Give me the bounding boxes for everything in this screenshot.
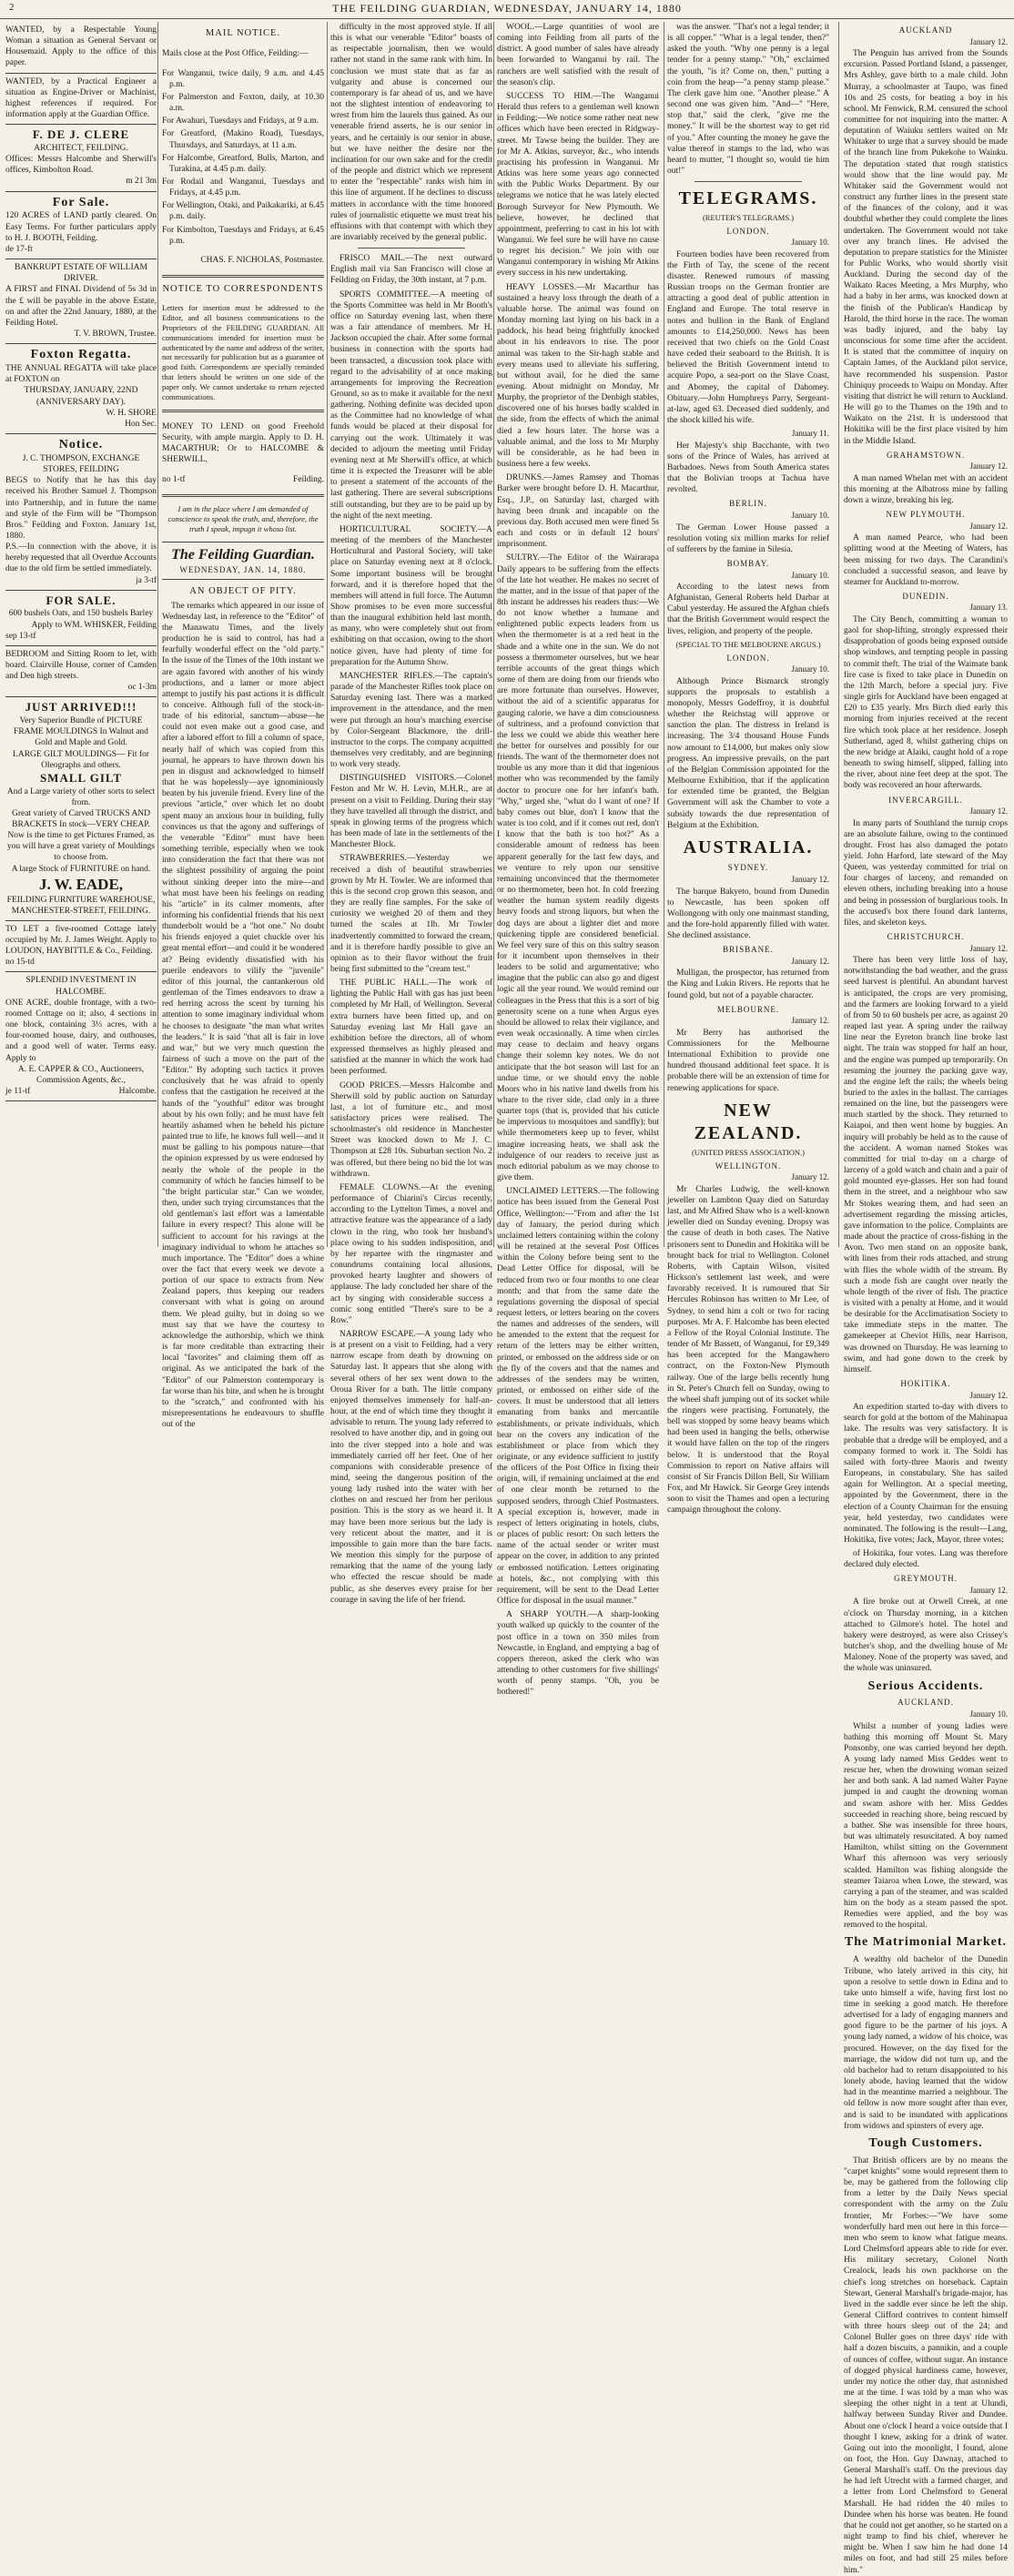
column-rule — [327, 22, 328, 1247]
ad-money-to-lend: MONEY TO LEND on good Freehold Security, with ample margin. Apply to D. H. MACARTHUR; Or to HALCOMBE & SHERWILL, — [162, 421, 324, 465]
mail-schedule: For Wanganui, twice daily, 9 a.m. and 4.45 p.m. For Palmerston and Foxton, daily, at 10.30 a.m. For Awahuri, Tuesdays and Fridays, at 9 a.m. For Greatford, (Makino Road), Tuesdays, Thursdays, and Saturdays, at 11 a.m. For Halcombe, Greatford, Bulls, Marton, and Turakina, at 4.45 p.m. daily. For Rodail and Wanganui, Tuesdays and Fridays, at 4.45 p.m. For Wellington, Otaki, and Paikakariki, at 6.45 p.m. daily. For Kimbolton, Tuesdays and Fridays, at 6.45 p.m. — [162, 68, 324, 246]
australia-heading: AUSTRALIA. — [683, 837, 814, 857]
matrimonial-market-heading: The Matrimonial Market. — [844, 1935, 1008, 1950]
ad-partnership-notice: Notice. J. C. THOMPSON, EXCHANGE STORES, FEILDING BEGS to Notify that he has this day received his Brother Samuel J. Thompson into Partnership, and in future the name and style of the Firm will be "Thompson Bros." Feilding and Foxton. January 1st, 1880. P.S.—In connection with the above, it is hereby requested that all Overdue Accounts due to the old firm be settled immediately. ja 3-tf — [5, 434, 157, 591]
ad-cottage-to-let: TO LET a five-roomed Cottage lately occupied by Mr. J. James Weight. Apply to LOUDON, HAYBITTLE & Co., Feilding. no 15-td — [5, 921, 157, 973]
ad-bedroom: BEDROOM and Sitting Room to let, with board. Clairville House, corner of Camden and Den high streets. oc 1-3m — [5, 646, 157, 698]
ad-bankrupt-estate: BANKRUPT ESTATE OF WILLIAM DRIVER. A FIRST and FINAL Dividend of 5s 3d in the £ will be payable in the above Estate, on and after the 22nd January, 1880, at the Feilding Hotel. T. V. BROWN, Trustee. — [5, 259, 157, 344]
column-local-news-cont: WOOL.—Large quantities of wool are coming into Feilding from all parts of the district. A good number of sales have already been forwarded to Wanganui by rail. The ranchers are well satisfied with the result of the season's clip. SUCCESS TO HIM.—The Wanganui Herald thus refers to a gentleman well known in Feilding:—We notice some rather neat new offices which have been erected in Ridgway-street. Mr Tawse being the builder. They are for Mr A. Atkins, surveyor, &c., who intends practising his profession in Wanganui. Mr Atkins was here some years ago connected with the Public Works Department. By our telegrams we notice that he was lately elected Borough Surveyor for New Plymouth. We believe, however, he declined that appointment, preferring to cast in his lot with Wanganui. We feel sure he will have no cause to regret his decision." We join with our Wanganui contemporary in wishing Mr Atkins every success in his new undertaking. HEAVY LOSSES.—Mr Macarthur has sustained a heavy loss through the death of a valuable horse. The animal was found on Monday morning last lying on his back in a paddock, his head being frightfully knocked about in his endeavors to rise. The poor animal was taken to the Sir-hagh stable and every means used to alleviate his suffering, but without avail, for he died the same evening. About midnight on Monday, Mr Murphy, the proprietor of the Denbigh stables, discovered one of his horses badly scalded in the side, from the effects of which the animal died a few hours later. The horse was a valuable animal, and the loss to Mr Murphy will be considerable, as he had been in business here a few weeks. DRUNKS.—James Ramsey and Thomas Barker were brought before D. H. Macarthur, Esq., J.P., on Saturday last, charged with having been drunk and incapable on the previous day. Both accused men were fined 5s each and costs or in default 12 hours' imprisonment. SULTRY.—The Editor of the Wairarapa Daily appears to be suffering from the effects of the late hot weather. He makes no secret of the matter, and in the issue of that paper of the 8th instant he addresses his readers thus:—We do not know whether a humane and enlightened public expects leaders from us when the thermometer is at a red heat in the shade and a white one in the sun. We do not possess a thermometer ourselves, but we hear terrible accounts of the great things which some of them are doing from our friends who are more fortunate than ourselves. However, without the aid of a scientific apparatus for gauging calorie, we have a dim consciousness of sultriness, and a profound conviction that the less we could we abide this weather here the better for ourselves and possibly for our friends. The want of the thermometer does not trouble us any more than it did that ingenious mother who was recommended by the family doctor to procure one for her infant's bath. "Why," urged she, "what do I want of one? If baby comes out blue, don't I know that the water is too cold, and if it comes out red, don't I know that the bath is too hot?" As a considerable amount of redness has been apparent generally for the last few days, and we venture to rely upon our sensitive remaining unconvinced that the thermometer or no thermometer, been hot. In cold freezing weather the human system readily digests heavy foods and strong liquors, but when the dog days are about a lighter diet and more quickening tipple are considered beneficial. We feel very sure of this on this sultry season for it incumbent upon themselves in their leaders to be solid and argumentative; who imagine that the public can also go and digest logic all the year round. We would remind our colleagues in the Press that this is a sort of big generosity scene on a tune when Argus eyes should be allowed to relax their vigilance, and even weak occasionally. A time when circles may cease to declaim and heavy organs change their solemn key notes. We do not anticipate that the hot season will last for an undue time, or we should envy the noble Moors who in his native land dwells from his whare to the river side, clad only in a three quarter tops (that is, provided that his cuticle be impervious to mosquitoes and sandfly); but while thermometers keep up to fever, whilst imagine increasing heats, we shall ask the indulgence of our readers to receive just as much editorial pabulum as we may choose to give them. UNCLAIMED LETTERS.—The following notice has been issued from the General Post Office, Wellington:—"From and after the 1st day of January, the period during which unclaimed letters containing within the colony will be retained at the several Post Offices within the Colony before being sent to the Dead Letter Office for disposal, will be reduced from two or four months to one clear month; and that from the same date the regulations governing the disposal of special request letters, or letters bearing on the covers the names and addresses of the senders, will be amended to the extent that the request for return of the letters may be either written, printed, or embossed on the address side or on the fly of the covers and that the names and addresses of the senders may be written, printed, or embossed on either side of the covers. It must be understood that all letters emanating from banks and mercantile establishments, or private individuals, which bear on the covers any indication of the establishment or place from which they originate, or any evidence sufficient to justify the officers of the Post Office in fixing their origin, will, if remaining unclaimed at the end of one clear month be returned to the supposed senders, through Chief Postmasters. A special exception is, however, made in respect of letters originating in hotels, clubs, or places of public resort: On such letters the name of the actual sender or writer must appear on the cover, in addition to any printed or embossed notification. Letters originating at hotels, &c., not complying with this requirement, will be sent to the Dead Letter Office for disposal in the usual manner." A SHARP YOUTH.—A sharp-looking youth walked up quickly to the counter of the post office in a town on 350 miles from Newcastle, in England, and emptying a bag of coppers thereon, asked the clerk who was attending to other customers for five shillings' worth of penny stamps. "Oh, you be bothered!" — [497, 23, 659, 1698]
ad-foxton-regatta: Foxton Regatta. THE ANNUAL REGATTA will take place at FOXTON on THURSDAY, JANUARY, 22ND (ANNIVERSARY DAY). W. H. SHORE Hon Sec. — [5, 344, 157, 434]
ad-architect: F. DE J. CLERE ARCHITECT, FEILDING. Offices: Messrs Halcombe and Sherwill's offices, Kimbolton Road. m 21 3m — [5, 125, 157, 191]
column-rule — [838, 22, 839, 1247]
motto: I am in the place where I am demanded of conscience to speak the truth, and, therefore, the truth I speak, impugn it whoso list. — [167, 504, 319, 533]
masthead-title: THE FEILDING GUARDIAN, WEDNESDAY, JANUARY 14, 1880 — [332, 2, 682, 15]
ad-wanted-servant: WANTED, by a Respectable Young Woman a situation as General Servant or Housemaid. Apply to the office of this paper. — [5, 22, 157, 74]
editorial-title-block — [162, 542, 324, 580]
column-provincial: AUCKLAND January 12. The Penguin has arrived from the Sounds excursion. Passed Portland Island, a passenger, Mrs Ashley, gave birth to a male child. John Murray, a schoolmaster at Taupo, was fined 10s and 25 costs, for beating a boy in his school. Mr Fenwick, R.M. censured the school committee for not inquiring into the matter. A deputation of Waiuku settlers waited on Mr Whitaker to urge that a survey should be made of the branch line from Pukekohe to Waiuku. The deputation stated that rough statistics would show that the line would pay. Mr Whitaker said the Government would not construct any further lines in the present state of the finances of the colony, and it was doubtful whether they could complete the lines undertaken. The Government would not take over any branch lines. He advised the deputation to prepare statistics for the Minister for Public Works, who would shortly visit Auckland. During the second day of the Waikato Races Meeting, a Mrs Murphy, who had a baby in her arms, was knocked down at the finish of the Publican's Handicap by Harold, the third horse in the race. The woman was badly injured, and the baby lay unconscious for some time after the accident. It is stated that the committee of inquiry on Captain James, of the Auckland pilot service, have recommended his suspension. Pastor Chiniquy proceeds to Waipu on Monday. After visiting that district he will return to Auckland. He will go to the Thames on the 19th and to Waikato on the 21st. It is understood that Hokitika will be the first place visited by him in the Middle Island. GRAHAMSTOWN. January 12. A man named Whelan met with an accident this morning at the Albatross mine by falling down a winze, breaking his leg. NEW PLYMOUTH. January 12. A man named Pearce, who had been splitting wood at the Meeting of Waters, has been missing for two days. The Carandini's concluded a successful season, and leave by steamer for Auckland to-morrow. DUNEDIN. January 13. The City Bench, committing a woman to gaol for shop-lifting, strongly expressed their disapprobation of goods being exposed outside shop windows, and tempting people in passing to commit theft. The trial of the Waimate bank fire case is fixed to take place in Dunedin on the 12th March, before a special jury. Five single girls for Auckland have been engaged at £20 to £35 yearly. Mrs Birch died early this morning from injuries received at the recent fire which took place at her residence. Joseph Sutherland, aged 8, whilst gathering chips on the new bridge at Alaiki, caught hold of a rope beneath to swing himself, slipped, falling into the river, about nine feet deep at the spot. The body was recovered an hour afterwards. INVERCARGILL. January 12. In many parts of Southland the turnip crops are an absolute failure, owing to the continued drought. Frost has also damaged the potato yield. John Harford, late steward of the May Queen, was yesterday committed for trial on four charges of larceny, and remanded on eleven others, including breaking into a house and being in possession of burglarious tools. In the accused's box there found dark lanterns, files, and skeleton keys. CHRISTCHURCH. January 12. There has been very little loss of hay, notwithstanding the bad weather, and the grass seed harvest is plentiful. An abundant harvest is anticipated, the crops are very promising, and the farmers are looking forward to a yield of from 50 to 60 bushels per acre, as against 20 reaped last year. A spring under the railway line near the Eyreton branch line broke last night. The train was stopped for half an hour, and the engine was pumped up temporarily. On resuming the journey the packing gave way, and the engine left the rails; the wheels being buried to the axles in the ballast. The carriages remained on the line, but the passengers were much startled by the shock. They returned to Kaiapoi, and then went home by buggies. An inquiry will probably be held as to the cause of the accident. A woman named Stokes was committed for trial to-day on a charge of larceny of a gold watch and chain and a pair of gold mounted eye-glasses. Her son had found them in the street, and a neighbour who saw Mr Stokes wearing them, and had seen an advertisement regarding the missing articles, gave information to the police. Complaints are made about the practice of cross-fishing in the Avon. Two men stand on an opposite bank, with lines from their rods attached, and strung with flies the whole width of the stream. By such a mode fish are caught over nearly the whole length of the river of fish. The practice is visited with a penalty at Home, and it would be desirable for the Acclimatisation Society to take immediate steps in the matter. The gamekeeper at Cheviot Hills, near Harrison, was drowned on Thursday. He was learning to swim, and had gone down to the creek by himself. HOKITIKA. January 12. An expedition started to-day with divers to search for gold at the bottom of the Mahinapua lake. The results was very satisfactory. It is probable that a dredge will be employed, and a company formed to work it. The Soldi has sailed with forty-three Maoris and twenty Europeans, in constabulary. She has sailed again for Wellington. At a special meeting, appointed by the Government, there in the election of a County Chairman for the ensuing year, held yesterday, two candidates were nominated. The following is the result—Lang, Hokitika, five votes; Jack, Mayor, three votes; of Hokitika, four votes. Lang was therefore declared duly elected. GREYMOUTH. January 12. A fire broke out at Orwell Creek, at one o'clock on Thursday morning, in a kitchen attached to Gilmore's hotel. The hotel and bakery were destroyed, as were also Crissey's butcher's shop, and the dwelling house of Mr Maloney. None of the property was saved, and the whole was uninsured. Serious Accidents. AUCKLAND. January 10. Whilst a number of young ladies were bathing this morning off Mount St. Mary Ponsonby, one was carried beyond her depth. A young lady named Miss Geddes went to rescue her, when the drowning woman seized her and both sank. A lad named Walter Payne jumped in and caught the drowning woman and swam ashore with her. Miss Geddes succeeded in reaching shore, being rescued by a bather. She was insensible for three hours, but was ultimately resuscitated. A boy named Hamilton, whilst sitting on the Government Wharf this afternoon was very seriously scalded. Hamilton was fishing alongside the steamer Taiaroa when Lowe, the steward, was carrying a pan of the steamer, and was scalded him on the body as a steam passed the spot. Remedies were applied, and the boy was removed to the hospital. The Matrimonial Market. A wealthy old bachelor of the Dunedin Tribune, who lately arrived in this city, hit upon a resolve to settle down in Edina and to take unto himself a wife, having first lost no time in seeking a good match. He therefore advertised for a lady of engaging manners and good figure to be the partner of his joys. A young lady named, a widow of his choice, was procured. However, on the day fixed for the marriage, the widow did not turn up, and the old bachelor had to return disappointed to his lonely abode, having learned that the widow had in the meantime married a neighbour. The old fellow is now more sought after than ever, and is said to be inundated with applications from widows and spinsters of every age. Tough Customers. That British officers are by no means the "carpet knights" some would represent them to be, may be gathered from the following clip from a letter by the Daily News special correspondent with the army on the Zulu frontier, Mr Forbes:—"We have some wonderfully hard men out here in this force—men who seem to know what fatigue means. Lord Chelmsford appears able to ride for ever. His military secretary, Colonel North Crealock, leads his own packhorse on the chief's long stretches on horseback. Captain Stewart, General Marshall's brigade-major, has lived in the saddle ever since he left the ship. General Clifford contrives to content himself with three hours sleep out of the 24; and Colonel Buller goes on three days' ride with half a dozen biscuits, a pannikin, and a couple of ounces of coffee, without sugar. An instance of dogged physical hardiness came, however, under my notice the other day, that astonished me at the time. I was told by a man who was sleeping the other night in a tent at Ulundi, halfway between Sunday River and Dundee. About one o'clock I heard a voice outside that I thought I knew, asking for a drink of water. Going out into the moonlight, I found, alone on foot, the Hon. Guy Dawnay, attached to General Marshall's staff. On the previous day he had left Utrecht with a farmed charger, and a letter from Lord Chelmsford to General Marshall. He had ridden the 40 miles to Dundee when his horse was beaten. He found that he could not get another, so he started on a night tramp to find his chief, wherever he might be. When I saw him he had done 14 miles on foot, and had still 25 miles before him." — [844, 25, 1008, 2575]
column-notices-editorial: MAIL NOTICE. Mails close at the Post Office, Feilding:— For Wanganui, twice daily, 9 a.m. and 4.45 p.m. For Palmerston and Foxton, daily, at 10.30 a.m. For Awahuri, Tuesdays and Fridays, at 9 a.m. For Greatford, (Makino Road), Tuesdays, Thursdays, and Saturdays, at 11 a.m. For Halcombe, Greatford, Bulls, Marton, and Turakina, at 4.45 p.m. daily. For Rodail and Wanganui, Tuesdays and Fridays, at 4.45 p.m. For Wellington, Otaki, and Paikakariki, at 6.45 p.m. daily. For Kimbolton, Tuesdays and Fridays, at 6.45 p.m. CHAS. F. NICHOLAS, Postmaster. NOTICE TO CORRESPONDENTS Letters for insertion must be addressed to the Editor, and all business communications to the Proprietors of the FEILDING GUARDIAN. All communications intended for insertion must be authenticated by the name and address of the writer, not necessarily for publication but as a guarantee of good faith. Correspondents are specially reminded that letters should be written on one side of the paper only. We cannot undertake to return rejected communications. MONEY TO LEND on good Freehold Security, with ample margin. Apply to D. H. MACARTHUR; Or to HALCOMBE & SHERWILL, no 1-tf Feilding. I am in the place where I am demanded of conscience to speak the truth, and, therefore, the truth I speak, impugn it whoso list. The Feilding Guardian. WEDNESDAY, JAN. 14, 1880. AN OBJECT OF PITY. The remarks which appeared in our issue of Wednesday last, in reference to the "Editor" of the Manawatu Times, and the lively production he is said to control, has had a fearfully wonderful effect on the "old party." In the issue of the Times of the 10th instant we are again favored with another of his windy productions, and a lamer or more abject attempt to justify his past actions it is difficult to conceive. Although full of the stock-in-trade of his editorial, sanctum—abuse—he could not even make out a good case, and after a labored effort to fill a column of space, nearly half of which was copied from this journal, he appears to have thrown down his pen in disgust and acknowledged to himself that he was hopelessly—aye ignominiously beaten by his juvenile friend. Every line of the previous "article," over which let no doubt spent many an anxious hour in building, fully convinces us that the agony and sufferings of the venerable "Editor" must have been something terrible, especially when we took into consideration the fact that there was not the slightest possibility of arguing the point without sinking deeper into the mire—and what must have been his feelings on reading his "article" in its calmer moments, after informing his confidential friends that his next thunderbolt would be a "hot one." No doubt his friends enjoyed a quiet chuckle over his great mental effort—and could it be wondered at? Being evidently dissatisfied with his puerile endeavors to vilify the "juvenile" editor of this journal, the cantankerous old gentleman of the Times endeavors to draw a red herring across the scent by turning his attention to some imaginary individual whom he chooses to designate "the man what writes the leaders." It is said "that all is fair in love and war," but we very much question the fairness of such a move on the part of the "Editor." By adopting such tactics it proves conclusively that he was afraid to openly confess that the castigation he received at the hands of the "youthful" editor was brought about by his own folly; and he must have felt heartily ashamed when he beheld his picture painted true to life, he knows full well—and it must be galling to his pompous nature—that the opinion expressed by us were endorsed by nearly the whole of the people in the community of which he fancies himself to be "the bright particular star." Can we wonder, then, under such trying circumstances that the old gentleman's last effort was a lamentable failure in every respect? This alone will be sufficient to account for his ravings at the imaginary individual to whom he attaches so much importance. The "Editor" does a whine over the fact that every week we devote a portion of our space to extracts from New Zealand papers, thus keeping our readers conversant with what is going on around them. We plead guilty, but in doing so we must say that we have the courtesy to acknowledge the authorship, which we think is far more creditable than extracting their local "favorites" and claiming them off as original. As we anticipated the bark of the "Editor" of our Palmerston contemporary is far worse than his bite, and when he is brought to the "scratch," and confronted with his misrepresentations he endeavours to shuffle out of the — [162, 28, 324, 1430]
column-advertisements — [5, 22, 157, 1247]
tough-customers-heading: Tough Customers. — [868, 2135, 983, 2150]
ad-picture-frames: JUST ARRIVED!!! Very Superior Bundle of PICTURE FRAME MOULDINGS In Walnut and Gold and Maple and Gold. LARGE GILT MOULDINGS— Fit for Oleographs and others. SMALL GILT And a Large variety of other sorts to select from. Great variety of Carved TRUCKS AND BRACKETS In stock—VERY CHEAP. Now is the time to get Pictures Framed, as you will have a great variety of Mouldings to choose from. A large Stock of FURNITURE on hand. J. W. EADE, FEILDING FURNITURE WAREHOUSE, MANCHESTER-STREET, FEILDING. — [5, 697, 157, 920]
ad-for-sale-land: For Sale. 120 ACRES of LAND partly cleared. On Easy Terms. For further particulars apply to H. J. BOOTH, Feilding. de 17-ft — [5, 192, 157, 260]
ad-investment-halcombe: SPLENDID INVESTMENT IN HALCOMBE. ONE ACRE, double frontage, with a two-roomed Cottage on it; also, 4 sections in one block, containing 3⅓ acres, with a four-roomed house, dairy, and outhouses, and a good well of water. Terms easy. Apply to A. E. CAPPER & CO., Auctioneers, Commission Agents, &c., je 11-tf Halcombe. — [5, 972, 157, 1101]
ad-for-sale-oats: FOR SALE. 600 bushels Oats, and 150 bushels Barley Apply to WM. WHISKER, Feilding sep 13-tf — [5, 591, 157, 646]
column-rule — [493, 22, 494, 1247]
mail-notice-heading: MAIL NOTICE. — [205, 28, 281, 38]
leader-text: The remarks which appeared in our issue of Wednesday last, in reference to the "Editor" of the Manawatu Times, and the lively production he is said to control, has had a fearfully wonderful effect on the "old party." In the issue of the Times of the 10th instant we are again favored with another of his windy productions, and a lamer or more abject attempt to justify his past actions it is difficult to conceive. Although full of the stock-in-trade of his editorial, sanctum—abuse—he could not even make out a good case, and after a labored effort to fill a column of space, nearly half of which was copied from this journal, he appears to have thrown down his pen in disgust and acknowledged to himself that he was hopelessly—aye ignominiously beaten by his juvenile friend. Every line of the previous "article," over which let no doubt spent many an anxious hour in building, fully convinces us that the agony and sufferings of the venerable "Editor" must have been something terrible, especially when we took into consideration the fact that there was not the slightest possibility of arguing the point without sinking deeper into the mire—and what must have been his feelings on reading his "article" in its calmer moments, after informing his confidential friends that his next thunderbolt would be a "hot one." No doubt his friends enjoyed a quiet chuckle over his great mental effort—and could it be wondered at? Being evidently dissatisfied with his puerile endeavors to vilify the "juvenile" editor of this journal, the cantankerous old gentleman of the Times endeavors to draw a red herring across the scent by turning his attention to some imaginary individual whom he chooses to designate "the man what writes the leaders." It is said "that all is fair in love and war," but we very much question the fairness of such a move on the part of the "Editor." By adopting such tactics it proves conclusively that he was afraid to openly confess that the castigation he received at the hands of the "youthful" editor was brought about by his own folly; and he must have felt heartily ashamed when he beheld his picture painted true to life, he knows full well—and it must be galling to his pompous nature—that the opinion expressed by us were endorsed by nearly the whole of the people in the community of which he fancies himself to be "the bright particular star." Can we wonder, then, under such trying circumstances that the old gentleman's last effort was a lamentable failure in every respect? This alone will be sufficient to account for his ravings at the imaginary individual to whom he attaches so much importance. The "Editor" does a whine over the fact that every week we devote a portion of our space to extracts from New Zealand papers, thus keeping our readers conversant with what is going on around them. We plead guilty, but in doing so we must say that we have the courtesy to acknowledge the authorship, which we think is far more creditable than extracting their local "favorites" and claiming them off as original. As we anticipated the bark of the "Editor" of our Palmerston contemporary is far worse than his bite, and when he is brought to the "scratch," and confronted with his misrepresentations he endeavours to shuffle out of the — [162, 601, 324, 1430]
serious-accidents-heading: Serious Accidents. — [867, 1678, 984, 1693]
page-folio: 2 — [9, 2, 15, 13]
telegrams-heading: TELEGRAMS. — [678, 188, 818, 209]
column-local-news: difficulty in the most approved style. If all this is what our venerable "Editor" boasts of as respectable journalism, then we would rather not stand in the same rank with him. In conclusion we must state that as far as vulgarity and abuse is concerned our contemporary is far ahead of us, and we have not the slightest intention of endeavoring to wrest from him the laurels thus gained. As our venerable friend asserts, he is our senior in years, and he certainly is our senior in abuse, but we have neither the desire nor the inclination for our own sake and for the credit of the people and district which we represent to enter the "respectable" ranks wish him in this line of argument. If he declines to discuss matters in accordance with the time honored rules of journalistic etiquette we must treat his effusions with that contempt with which they are invariably received by the general public. FRISCO MAIL.—The next outward English mail via San Francisco will close at Feilding on Friday, the 30th instant, at 7 p.m. SPORTS COMMITTEE.—A meeting of the Sports Committee was held in Mr Booth's office on Saturday evening last, when there was a fair attendance of members. Mr H. Jackson occupied the chair. After some formal business in connection with the sports had been transacted, a discussion took place with regard to the advisability of at once making arrangements for improving the Recreation Ground, so as to make it available for the next gathering. Nothing definite was decided upon as the Committee had no knowledge of what funds would be placed at their disposal for carrying out the work. Ultimately it was decided to adjourn the meeting until Friday evening next at Mr Sherwill's office, at which time it is expected the Treasurer will be able to present a statement of the accounts of the last gathering. There are several subscriptions still outstanding, but they are to be paid up by the night of the next meeting. HORTICULTURAL SOCIETY.—A meeting of the members of the Manchester Horticultural and Pastoral Society, will take place on Saturday evening next at 8 o'clock. Some important business will be brought forward, and it is therefore hoped that the members will attend in full force. The Autumn Show promises to be even more successful than the inaugural exhibition held last month, as many, who were completely shut out from exhibiting on that occasion, owing to the short notice given, have had plenty of time for preparation for the Autumn Show. MANCHESTER RIFLES.—The captain's parade of the Manchester Rifles took place on Saturday evening last. There was a marked improvement in the attendance, and the men were put through an hour's marching exercise by Color-Sergeant Blackmore, the drill-instructor to the corps. The company acquitted themselves very creditably, and are beginning to work very steady. DISTINGUISHED VISITORS.—Colonel Feston and Mr W. H. Levin, M.H.R., are at present on a visit to Feilding. During their stay they have travelled all through the district, and speak in glowing terms of the progress which has been made of late in the settlements of the Manchester Block. STRAWBERRIES.—Yesterday we received a dish of beautiful strawberries grown by Mr H. Towler. We are informed that this is the second crop grown this season, and they are really fine samples. For the sake of curiosity we weighed 20 of them and they turned the scales at 1lb. Mr Towler inadvertently committed to forward the cream, and it is therefore hardly possible to give an opinion as to their flavor without the fruit being first submitted to the "cream test." THE PUBLIC HALL.—The work of lighting the Public Hall with gas has just been completed by Mr Hall, of Wellington. Several extra burners have been fitted up, and on Saturday evening last Mr Hall gave an exhibition before the directors, all of whom expressed themselves as highly pleased and satisfied at the manner in which the work had been performed. GOOD PRICES.—Messrs Halcombe and Sherwill sold by public auction on Saturday last, a lot of furniture etc., and most satisfactory prices were realised. The schoolmaster's old residence in Manchester Street was knocked down to Mr J. C. Thompson at £28 10s. Suburban section No. 2 was offered, but there being no bid the lot was withdrawn. FEMALE CLOWNS.—At the evening performance of Chiarini's Circus recently, according to the Lyttelton Times, a novel and attractive feature was the appearance of a lady clown in the ring, who took her husband's place owing to his sudden indisposition, and by her repartee with the ringmaster and conundrums containing local allusions, provoked hearty laughter and showers of applause. The lady concluded her share of the act by singing with considerable success a comic song entitled "There's sure to be a Row." NARROW ESCAPE.—A young lady who is at present on a visit to Feilding, had a very narrow escape from death by drowning on Saturday last. It appears that she along with several others of her sex went down to the Oroua River for a bath. The little company enjoyed themselves immensely for half-an-hour, at the end of which time they thought it advisable to return. The young lady referred to resolved to have another dip, and in going out into the river stepped into a hole and was immediately carried off her feet. One of her companions with considerable presence of mind, seeing the dangerous position of the young lady rushed into the water with her clothes on and rescued her from her perilous position. This is the story as we heard it. It may have been more serious but the lady is very reticent about the matter, and it is impossible to gain more than the bare facts. We mention this simply for the purpose of remarking that the name of the young lady who effected the rescue should be made public, as she deserves every praise for her courage in saving the life of her friend. — [330, 23, 492, 1605]
correspondents-heading: NOTICE TO CORRESPONDENTS — [162, 284, 324, 295]
column-rule — [157, 22, 158, 1247]
column-telegrams: was the answer. "That's not a legal tender; it is all copper." "What is a legal tender, then?" asked the youth. "Why one penny is a legal tender for a penny stamp." "Oh," exclaimed the youth, "is it? Come on, then," putting a coin from the heap—"a penny stamp please." The clerk gave him one. "Another please." A second one was given him. "And—" "Here, stop that," said the clerk, "give me the money." It will be the shortest way to get rid of you." After counting the money he gave the value thereof in stamps to the lad, who was heard to mutter, "I thought so, would tie him out!" TELEGRAMS. (REUTER'S TELEGRAMS.) LONDON. January 10. Fourteen bodies have been recovered from the Firth of Tay, the scene of the recent disaster. Renewed rumours of massing Russian troops on the German frontier are attracting a good deal of public attention in England and Europe. The total reserve in notes and bullion in the Bank of England amounts to £14,250,000. News has been received that two chiefs on the Gold Coast have ceded their seaboard to the British. It is believed the British Government intend to acquire Popo, a sea-port on the Slave Coast, and Abomey, the capital of Dahomey. Obituary.—John Humphreys Parry, Sergeant-at-law, aged 63. Deceased died suddenly, and the shock killed his wife. January 11. Her Majesty's ship Bacchante, with two sons of the Prince of Wales, has arrived at Barbadoes. News from South America states that the Bolivian troops at Tachua have revolted. BERLIN. January 10. The German Lower House passed a resolution voting six million marks for relief of sufferers by the famine in Silesia. BOMBAY. January 10. According to the latest news from Afghanistan, General Roberts held Darbar at Cabul yesterday. He assured the Afghan chiefs that the British Government would respect the lives, religion, and property of the people. (SPECIAL TO THE MELBOURNE ARGUS.) LONDON. January 10. Although Prince Bismarck strongly supports the proposals to establish a monopoly, Messrs Godeffroy, it is doubtful whether the Reichstag will approve or sanction the plan. The distress in Ireland is increasing. The 3/4 thousand House Funds now amount to £14,000, but makes only slow progress. An impressive prevails, on the part of the Belgian Commission appointed for the Melbourne Exhibition, that if the application for extended time be granted, the Belgian Government will ask the Chamber to vote a subsidy towards the due representation of Belgium at the Exhibition. AUSTRALIA. SYDNEY. January 12. The barque Bakyeto, bound from Dunedin to Newcastle, has been spoken off Wollongong with only one mainmast standing, and the fore-hold apparently filled with water. She declined assistance. BRISBANE. January 12. Mulligan, the prospector, has returned from the King and Lukin Rivers. He reports that he found gold, but not of a payable character. MELBOURNE. January 12. Mr Berry has authorised the Commissioners for the Melbourne International Exhibition to provide one hundred thousand additional feet space. It is probable there will be an extension of time for renewing applications for space. NEW ZEALAND. (UNITED PRESS ASSOCIATION.) WELLINGTON. January 12. Mr Charles Ludwig, the well-known jeweller on Lambton Quay died on Saturday last, and Mr Alfred Shaw who is a well-known jeweller died on Sunday evening. Dropsy was the cause of death in both cases. The Native prisoners sent to Dunedin and Hokitika will be brought back for trial to Wellington. Colonel Roberts, with Captain Wilson, visited Hickson's settlement last week, and were favorably received. It is rumoured that Sir Hercules Robinson has written to Mr Lee, of Sydney, to send him a colt or two for racing purposes. Mr A. F. Halcombe has been elected a Fellow of the Royal Colonial Institute. The tender of Mr Bassett, of Wanganui, for £9,349 has been accepted for the Mangawhero contract, on the Foxton-New Plymouth railway. One of the large bells recently hung in St. Peter's Church fell on Sunday, owing to the wheel shaft jumping out of its socket while the ringers were practising. Fortunately, the bell was stopped by some heavy beams which had been used in hanging the bells, otherwise it would have fallen on the top of the ringers below. It is understood that the Royal Commission to report on Native affairs will consist of Sir Francis Dillon Bell, Sir William Fox, and Mr Hawick. Sir George Grey intends soon to visit the Thames and open a lecturing campaign throughout the colony. — [667, 23, 829, 1516]
paper-date: WEDNESDAY, JAN. 14, 1880. — [179, 564, 307, 574]
ad-wanted-engineer: WANTED, by a Practical Engineer a situation as Engine-Driver or Machinist, highest references if required. For information apply at the Guardian Office. — [5, 74, 157, 126]
masthead — [0, 0, 1014, 19]
paper-name: The Feilding Guardian. — [171, 547, 315, 563]
new-zealand-heading: NEW ZEALAND. — [694, 1100, 803, 1144]
leader-heading: AN OBJECT OF PITY. — [189, 586, 297, 597]
